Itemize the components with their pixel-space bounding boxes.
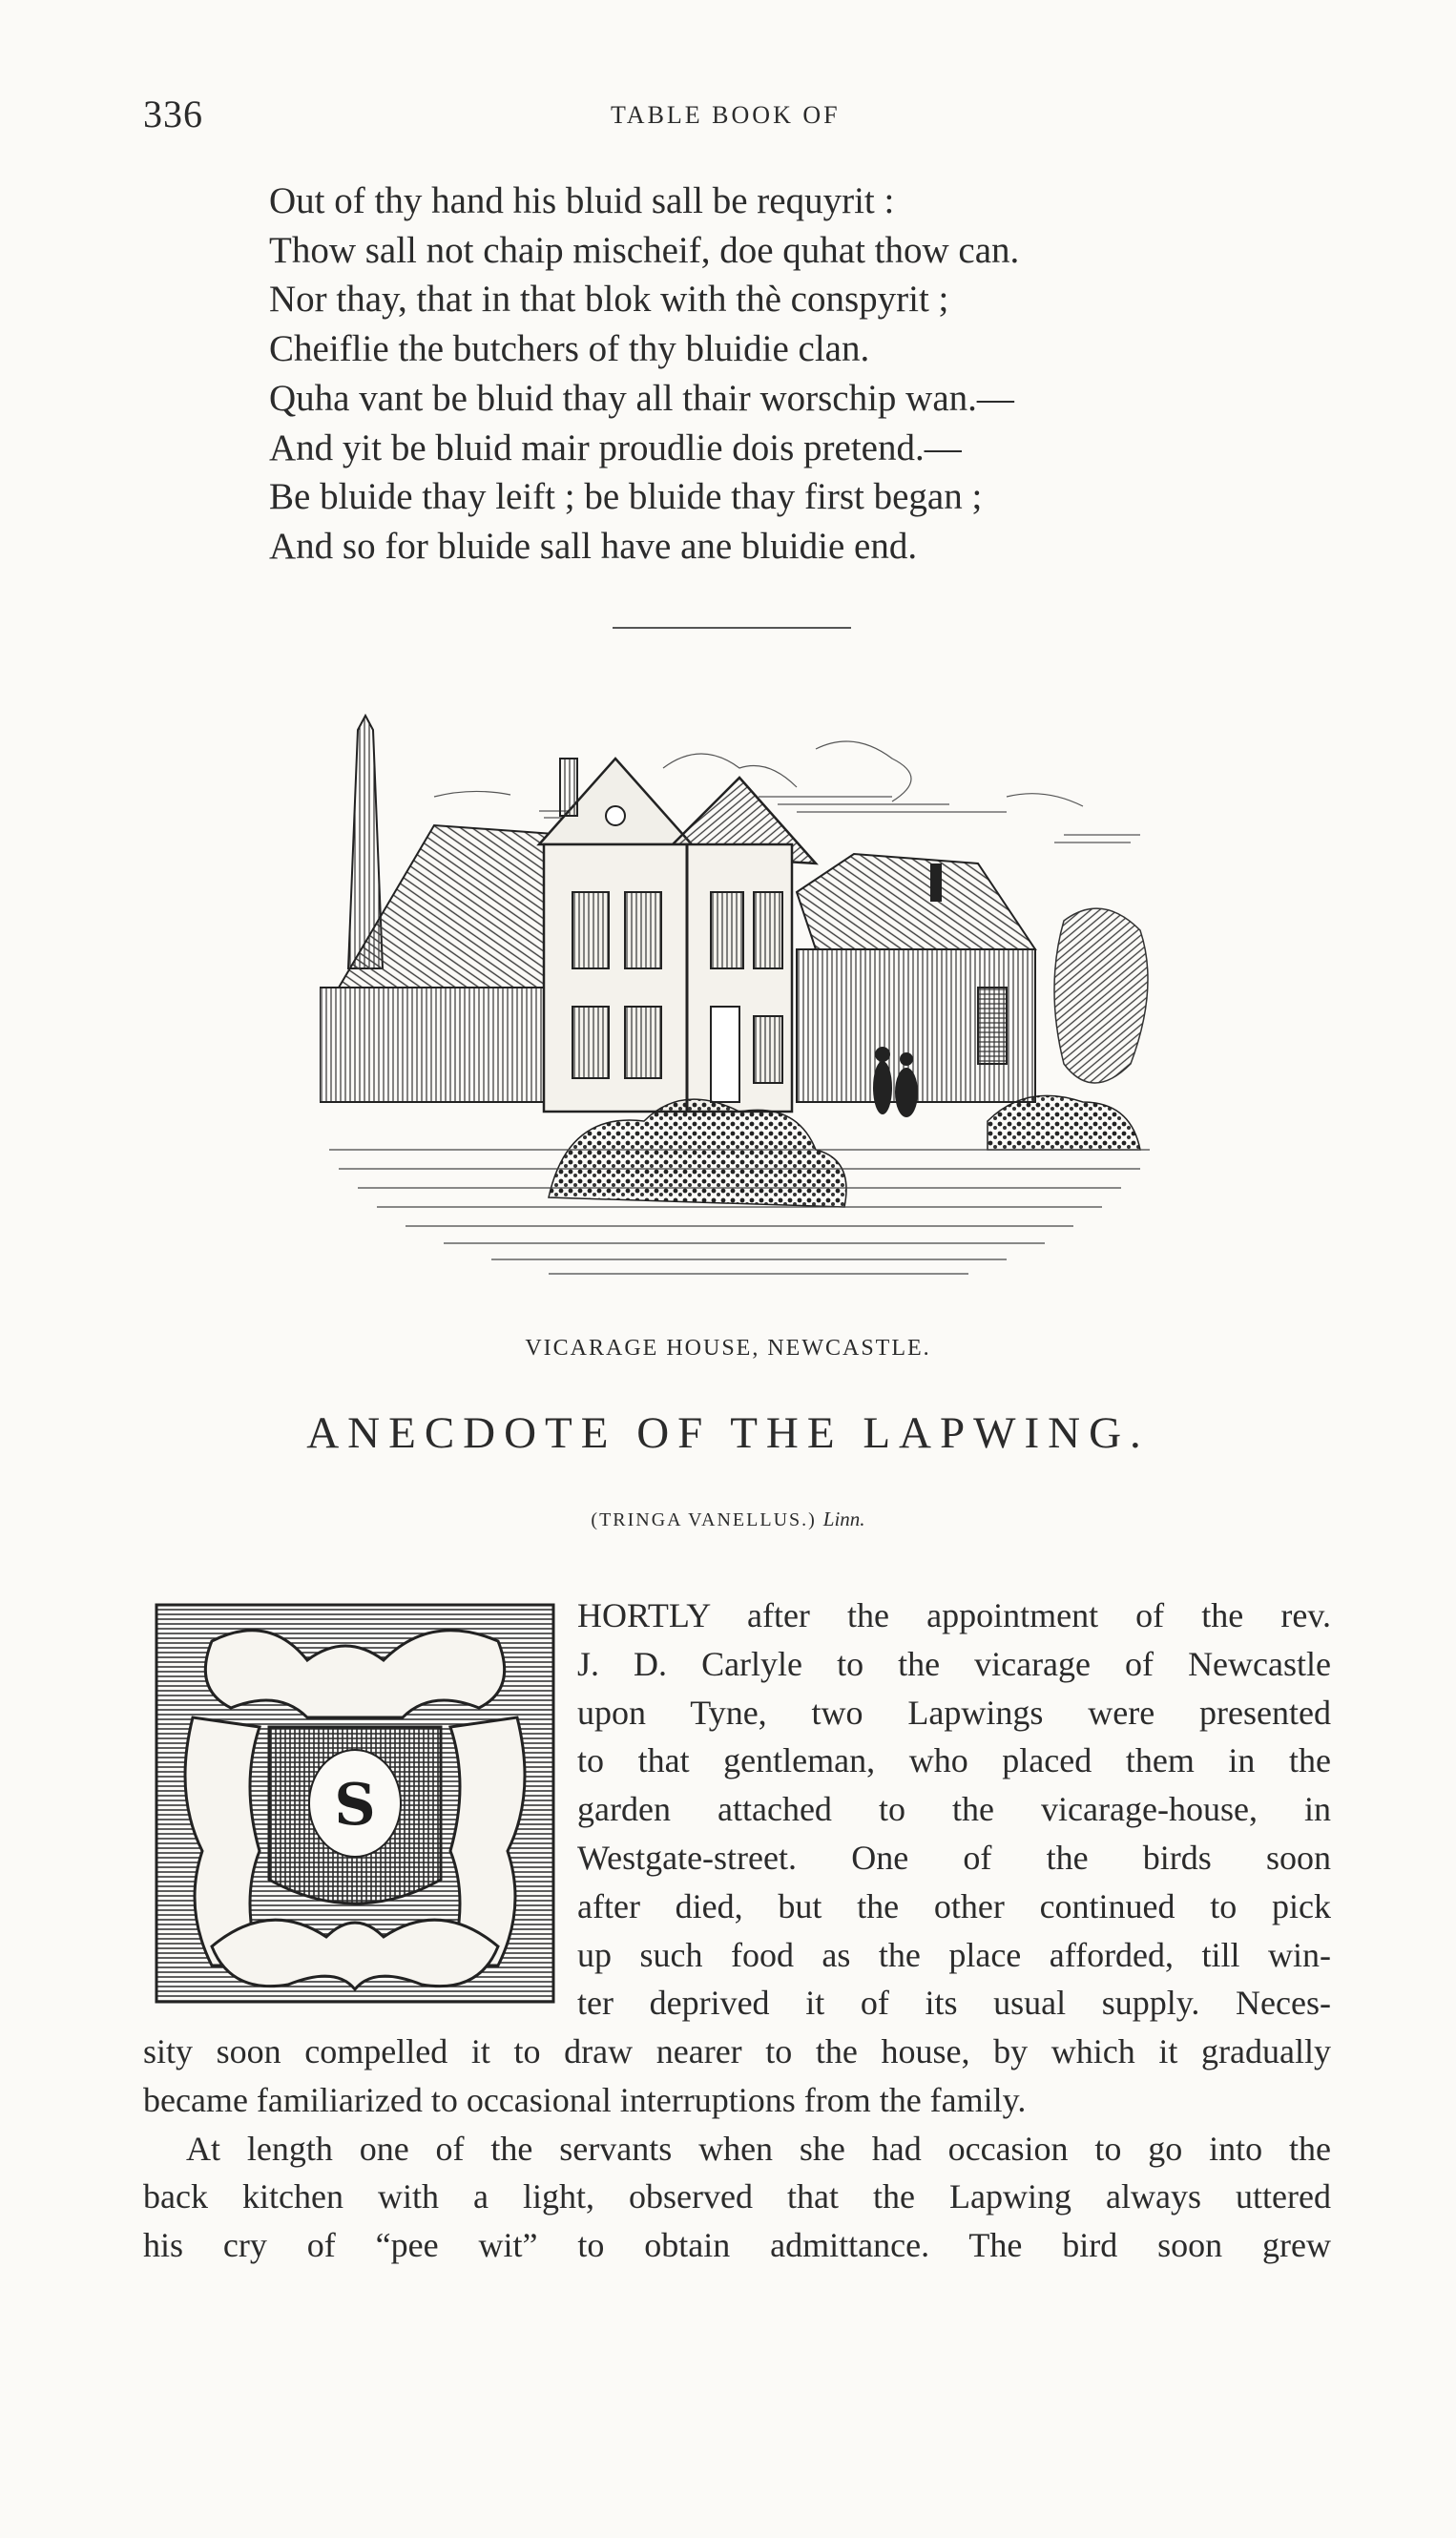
illustration-caption: VICARAGE HOUSE, NEWCASTLE. xyxy=(525,1336,931,1361)
poem-line: Nor thay, that in that blok with thè conspyrit ; xyxy=(269,279,949,321)
poem-line: Quha vant be bluid thay all thair worschip wan.— xyxy=(269,377,1014,419)
page-number: 336 xyxy=(143,93,203,135)
poem-line: Be bluide thay leift ; be bluide thay first began ; xyxy=(269,476,983,518)
poem-stanza xyxy=(269,177,1271,572)
drop-cap-letter: S xyxy=(334,1772,376,1839)
poem-line: Out of thy hand his bluid sall be requyrit : xyxy=(269,180,895,221)
text-line: garden attached to the vicarage-house, in xyxy=(577,1790,1331,1829)
right-roof xyxy=(797,854,1035,949)
article-subtitle xyxy=(0,1508,1456,1531)
text-line: back kitchen with a light, observed that the Lapwing always uttered xyxy=(143,2177,1331,2216)
running-head: TABLE BOOK OF xyxy=(611,101,841,129)
article-body-wrapped xyxy=(577,1591,1331,2028)
garden-wall xyxy=(320,988,558,1102)
poem-line: And yit be bluid mair proudlie dois pretend.— xyxy=(269,426,962,468)
ornamental-drop-cap xyxy=(155,1603,555,2004)
tree xyxy=(1054,908,1148,1083)
poem-line: Cheiflie the butchers of thy bluidie clan. xyxy=(269,328,870,370)
text-line: after died, but the other continued to pick xyxy=(577,1886,1331,1925)
section-divider xyxy=(613,627,851,629)
page-header xyxy=(143,92,1336,137)
ground-lines xyxy=(329,1150,1150,1274)
shrubbery xyxy=(549,1099,846,1207)
article-body-full xyxy=(143,2028,1331,2270)
text-line: J. D. Carlyle to the vicarage of Newcastle xyxy=(577,1644,1331,1683)
sky-lines xyxy=(434,741,1140,843)
poem-line: And so for bluide sall have ane bluidie end. xyxy=(269,525,918,567)
text-line: became familiarized to occasional interruptions from the family. xyxy=(143,2080,1027,2119)
scientific-name: (TRINGA VANELLUS.) xyxy=(591,1509,817,1530)
text-line: up such food as the place afforded, till win- xyxy=(577,1935,1331,1974)
text-line: ter deprived it of its usual supply. Neces- xyxy=(577,1984,1331,2023)
text-line: upon Tyne, two Lapwings were presented xyxy=(577,1693,1331,1732)
vicarage-house-engraving xyxy=(320,701,1159,1298)
text-line: to that gentleman, who placed them in the xyxy=(577,1741,1331,1780)
text-line: HORTLY after the appointment of the rev. xyxy=(577,1596,1331,1634)
text-line: Westgate-street. One of the birds soon xyxy=(577,1838,1331,1877)
poem-line: Thow sall not chaip mischeif, doe quhat thow can. xyxy=(269,229,1020,271)
text-line: At length one of the servants when she had occasion to go into the xyxy=(186,2129,1331,2168)
taxonomic-authority: Linn. xyxy=(822,1508,865,1530)
text-line: sity soon compelled it to draw nearer to the house, by which it gradually xyxy=(143,2032,1331,2070)
text-line: his cry of “pee wit” to obtain admittance. The bird soon grew xyxy=(143,2226,1331,2265)
article-title: ANECDOTE OF THE LAPWING. xyxy=(306,1408,1150,1458)
